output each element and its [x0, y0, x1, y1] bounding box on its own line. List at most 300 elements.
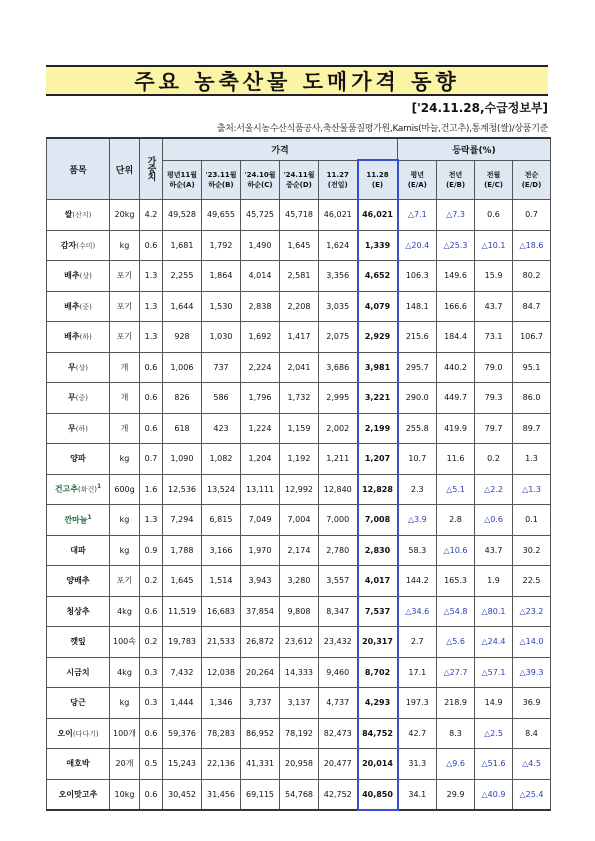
rate-cell: 0.7 [513, 200, 551, 231]
rate-cell: 8.3 [437, 718, 475, 749]
table-row [47, 779, 551, 810]
rate-cell: △39.3 [513, 657, 551, 688]
item-unit: 개 [110, 352, 140, 383]
item-weight: 0.2 [140, 627, 163, 658]
price-cell: 8,347 [319, 596, 358, 627]
price-cell: 2,838 [241, 291, 280, 322]
price-cell: 3,166 [202, 535, 241, 566]
item-name: 감자(수미) [47, 230, 110, 261]
price-cell: 7,294 [163, 505, 202, 536]
price-cell: 4,014 [241, 261, 280, 292]
item-weight: 0.9 [140, 535, 163, 566]
price-cell: 11,519 [163, 596, 202, 627]
rate-cell: 95.1 [513, 352, 551, 383]
rate-cell: 22.5 [513, 566, 551, 597]
rate-cell: △18.6 [513, 230, 551, 261]
item-weight: 0.6 [140, 596, 163, 627]
rate-cell: 144.2 [398, 566, 437, 597]
price-cell: 3,981 [358, 352, 398, 383]
rate-cell: 31.3 [398, 749, 437, 780]
price-cell: 22,136 [202, 749, 241, 780]
rate-cell: 0.6 [475, 200, 513, 231]
price-cell: 1,224 [241, 413, 280, 444]
rate-cell: △5.1 [437, 474, 475, 505]
item-unit: 4kg [110, 657, 140, 688]
price-cell: 7,004 [280, 505, 319, 536]
rate-cell: 148.1 [398, 291, 437, 322]
rate-cell: △57.1 [475, 657, 513, 688]
price-cell: 9,460 [319, 657, 358, 688]
rate-cell: △2.5 [475, 718, 513, 749]
price-cell: 1,211 [319, 444, 358, 475]
item-name: 당근 [47, 688, 110, 719]
table-row [47, 200, 551, 231]
rate-cell: 14.9 [475, 688, 513, 719]
item-weight: 0.3 [140, 657, 163, 688]
rate-cell: 1.3 [513, 444, 551, 475]
price-cell: 2,255 [163, 261, 202, 292]
rate-cell: 8.4 [513, 718, 551, 749]
price-cell: 20,317 [358, 627, 398, 658]
price-cell: 3,737 [241, 688, 280, 719]
rate-cell: 255.8 [398, 413, 437, 444]
price-cell: 31,456 [202, 779, 241, 810]
rate-cell: 0.1 [513, 505, 551, 536]
item-weight: 0.3 [140, 688, 163, 719]
price-cell: 12,992 [280, 474, 319, 505]
item-weight: 0.6 [140, 413, 163, 444]
item-unit: 포기 [110, 261, 140, 292]
rate-cell: 86.0 [513, 383, 551, 414]
price-cell: 20,264 [241, 657, 280, 688]
header-rate-col: 전순 (E/D) [513, 160, 551, 200]
price-cell: 9,808 [280, 596, 319, 627]
price-cell: 7,000 [319, 505, 358, 536]
item-unit: 개 [110, 383, 140, 414]
rate-cell: 36.9 [513, 688, 551, 719]
price-cell: 1,788 [163, 535, 202, 566]
rate-cell: 15.9 [475, 261, 513, 292]
price-cell: 1,006 [163, 352, 202, 383]
item-weight: 1.3 [140, 291, 163, 322]
item-name: 무(하) [47, 413, 110, 444]
rate-cell: 106.7 [513, 322, 551, 353]
header-price-col: 11.28 (E) [358, 160, 398, 200]
table-row [47, 627, 551, 658]
price-cell: 3,280 [280, 566, 319, 597]
price-cell: 1,692 [241, 322, 280, 353]
item-name: 오이맛고추 [47, 779, 110, 810]
item-unit: 20개 [110, 749, 140, 780]
title-bar [46, 65, 548, 96]
price-cell: 23,432 [319, 627, 358, 658]
rate-cell: △23.2 [513, 596, 551, 627]
header-unit: 단위 [110, 138, 140, 200]
table-row [47, 444, 551, 475]
rate-cell: △54.8 [437, 596, 475, 627]
price-cell: 2,929 [358, 322, 398, 353]
price-cell: 49,655 [202, 200, 241, 231]
rate-cell: △7.3 [437, 200, 475, 231]
rate-cell: 17.1 [398, 657, 437, 688]
price-cell: 2,830 [358, 535, 398, 566]
item-name: 건고추(화건)$^1$ [47, 474, 110, 505]
table-row [47, 383, 551, 414]
rate-cell: △0.6 [475, 505, 513, 536]
table-row [47, 596, 551, 627]
rate-cell: 43.7 [475, 291, 513, 322]
price-cell: 2,075 [319, 322, 358, 353]
table-row [47, 413, 551, 444]
price-cell: 1,732 [280, 383, 319, 414]
price-cell: 3,221 [358, 383, 398, 414]
item-unit: 100속 [110, 627, 140, 658]
item-unit: 포기 [110, 291, 140, 322]
rate-cell: 80.2 [513, 261, 551, 292]
item-weight: 0.7 [140, 444, 163, 475]
rate-cell: 440.2 [437, 352, 475, 383]
price-cell: 2,224 [241, 352, 280, 383]
price-cell: 3,557 [319, 566, 358, 597]
header-weight: 가중치 [140, 138, 163, 200]
price-cell: 1,346 [202, 688, 241, 719]
price-cell: 54,768 [280, 779, 319, 810]
page-title: 주요 농축산물 도매가격 동향 [134, 69, 460, 94]
price-cell: 40,850 [358, 779, 398, 810]
header-price-col: 평년11월 하순(A) [163, 160, 202, 200]
price-cell: 826 [163, 383, 202, 414]
item-name: 배추(중) [47, 291, 110, 322]
price-cell: 23,612 [280, 627, 319, 658]
price-cell: 30,452 [163, 779, 202, 810]
table-row [47, 718, 551, 749]
item-name: 오이(다다기) [47, 718, 110, 749]
rate-cell: 295.7 [398, 352, 437, 383]
price-cell: 1,645 [163, 566, 202, 597]
rate-cell: △4.5 [513, 749, 551, 780]
item-unit: 20kg [110, 200, 140, 231]
price-cell: 2,995 [319, 383, 358, 414]
price-cell: 86,952 [241, 718, 280, 749]
rate-cell: 166.6 [437, 291, 475, 322]
price-cell: 21,533 [202, 627, 241, 658]
header-price-group: 가격 [163, 138, 398, 160]
price-cell: 7,008 [358, 505, 398, 536]
price-cell: 20,477 [319, 749, 358, 780]
rate-cell: 215.6 [398, 322, 437, 353]
table-row [47, 749, 551, 780]
price-cell: 2,581 [280, 261, 319, 292]
source-note: 출처:서울시농수산식품공사,축산물품질평가원,Kamis(마늘,건고추),통계청(쌀)/상품기준 [216, 124, 548, 134]
price-cell: 1,490 [241, 230, 280, 261]
item-weight: 4.2 [140, 200, 163, 231]
header-item: 품목 [47, 138, 110, 200]
rate-cell: 2.8 [437, 505, 475, 536]
header-price-col: '24.11월 중순(D) [280, 160, 319, 200]
rate-cell: 73.1 [475, 322, 513, 353]
rate-cell: 30.2 [513, 535, 551, 566]
table-row [47, 535, 551, 566]
price-cell: 1,204 [241, 444, 280, 475]
price-cell: 1,090 [163, 444, 202, 475]
price-cell: 3,943 [241, 566, 280, 597]
price-cell: 82,473 [319, 718, 358, 749]
price-cell: 4,079 [358, 291, 398, 322]
price-cell: 7,049 [241, 505, 280, 536]
item-weight: 0.5 [140, 749, 163, 780]
price-cell: 78,283 [202, 718, 241, 749]
date-note: ['24.11.28,수급정보부] [411, 101, 548, 115]
rate-cell: 42.7 [398, 718, 437, 749]
price-cell: 2,199 [358, 413, 398, 444]
table-row [47, 474, 551, 505]
rate-cell: △80.1 [475, 596, 513, 627]
table-row [47, 352, 551, 383]
price-cell: 46,021 [319, 200, 358, 231]
rate-cell: 149.6 [437, 261, 475, 292]
price-cell: 928 [163, 322, 202, 353]
rate-cell: 34.1 [398, 779, 437, 810]
rate-cell: 79.7 [475, 413, 513, 444]
price-cell: 59,376 [163, 718, 202, 749]
rate-cell: 84.7 [513, 291, 551, 322]
item-name: 쌀(산지) [47, 200, 110, 231]
rate-cell: 10.7 [398, 444, 437, 475]
table-row [47, 261, 551, 292]
item-name: 청상추 [47, 596, 110, 627]
item-unit: 개 [110, 413, 140, 444]
table-row [47, 688, 551, 719]
rate-cell: 2.3 [398, 474, 437, 505]
price-cell: 2,002 [319, 413, 358, 444]
rate-cell: △1.3 [513, 474, 551, 505]
rate-cell: △14.0 [513, 627, 551, 658]
item-weight: 1.3 [140, 261, 163, 292]
price-cell: 12,840 [319, 474, 358, 505]
item-name: 깐마늘$^1$ [47, 505, 110, 536]
price-cell: 19,783 [163, 627, 202, 658]
item-weight: 1.3 [140, 322, 163, 353]
price-cell: 1,417 [280, 322, 319, 353]
rate-cell: △40.9 [475, 779, 513, 810]
price-cell: 84,752 [358, 718, 398, 749]
price-cell: 1,624 [319, 230, 358, 261]
item-weight: 0.6 [140, 383, 163, 414]
price-cell: 4,737 [319, 688, 358, 719]
item-unit: kg [110, 230, 140, 261]
price-cell: 1,207 [358, 444, 398, 475]
rate-cell: 43.7 [475, 535, 513, 566]
item-unit: 포기 [110, 322, 140, 353]
price-cell: 12,536 [163, 474, 202, 505]
price-cell: 4,652 [358, 261, 398, 292]
rate-cell: △10.6 [437, 535, 475, 566]
item-weight: 0.6 [140, 352, 163, 383]
rate-cell: 419.9 [437, 413, 475, 444]
item-name: 애호박 [47, 749, 110, 780]
price-cell: 26,872 [241, 627, 280, 658]
price-table [46, 137, 551, 811]
price-cell: 3,356 [319, 261, 358, 292]
price-cell: 1,030 [202, 322, 241, 353]
price-cell: 1,339 [358, 230, 398, 261]
price-cell: 8,702 [358, 657, 398, 688]
price-cell: 12,038 [202, 657, 241, 688]
price-cell: 7,537 [358, 596, 398, 627]
price-cell: 4,293 [358, 688, 398, 719]
item-name: 무(상) [47, 352, 110, 383]
rate-cell: 2.7 [398, 627, 437, 658]
price-cell: 6,815 [202, 505, 241, 536]
price-cell: 1,970 [241, 535, 280, 566]
price-cell: 1,792 [202, 230, 241, 261]
price-cell: 1,514 [202, 566, 241, 597]
price-cell: 1,192 [280, 444, 319, 475]
price-cell: 737 [202, 352, 241, 383]
header-rate-col: 전월 (E/C) [475, 160, 513, 200]
price-cell: 1,681 [163, 230, 202, 261]
table-row [47, 657, 551, 688]
rate-cell: △20.4 [398, 230, 437, 261]
rate-cell: △3.9 [398, 505, 437, 536]
table-row [47, 322, 551, 353]
price-cell: 1,082 [202, 444, 241, 475]
rate-cell: △25.4 [513, 779, 551, 810]
table-row [47, 291, 551, 322]
price-cell: 586 [202, 383, 241, 414]
rate-cell: △34.6 [398, 596, 437, 627]
price-cell: 37,854 [241, 596, 280, 627]
item-unit: 10kg [110, 779, 140, 810]
price-cell: 423 [202, 413, 241, 444]
rate-cell: △27.7 [437, 657, 475, 688]
price-cell: 2,208 [280, 291, 319, 322]
rate-cell: 0.2 [475, 444, 513, 475]
price-cell: 42,752 [319, 779, 358, 810]
price-cell: 1,444 [163, 688, 202, 719]
item-weight: 1.3 [140, 505, 163, 536]
item-weight: 0.6 [140, 718, 163, 749]
rate-cell: 29.9 [437, 779, 475, 810]
rate-cell: △7.1 [398, 200, 437, 231]
rate-cell: 106.3 [398, 261, 437, 292]
price-cell: 49,528 [163, 200, 202, 231]
item-unit: 600g [110, 474, 140, 505]
price-cell: 1,644 [163, 291, 202, 322]
item-name: 배추(상) [47, 261, 110, 292]
item-unit: 포기 [110, 566, 140, 597]
rate-cell: △24.4 [475, 627, 513, 658]
header-rate-col: 평년 (E/A) [398, 160, 437, 200]
price-cell: 1,796 [241, 383, 280, 414]
item-weight: 1.6 [140, 474, 163, 505]
price-cell: 20,014 [358, 749, 398, 780]
header-rate-group: 등락률(%) [398, 138, 551, 160]
price-cell: 4,017 [358, 566, 398, 597]
price-cell: 41,331 [241, 749, 280, 780]
price-cell: 1,530 [202, 291, 241, 322]
price-cell: 14,333 [280, 657, 319, 688]
item-weight: 0.2 [140, 566, 163, 597]
rate-cell: 449.7 [437, 383, 475, 414]
item-unit: kg [110, 688, 140, 719]
rate-cell: △5.6 [437, 627, 475, 658]
item-name: 대파 [47, 535, 110, 566]
price-cell: 13,111 [241, 474, 280, 505]
rate-cell: 197.3 [398, 688, 437, 719]
price-cell: 3,035 [319, 291, 358, 322]
table-row [47, 566, 551, 597]
price-cell: 3,686 [319, 352, 358, 383]
rate-cell: 165.3 [437, 566, 475, 597]
item-name: 양배추 [47, 566, 110, 597]
header-price-col: '23.11월 하순(B) [202, 160, 241, 200]
price-cell: 20,958 [280, 749, 319, 780]
header-price-col: '24.10월 하순(C) [241, 160, 280, 200]
item-unit: kg [110, 444, 140, 475]
header-price-col: 11.27 (전일) [319, 160, 358, 200]
item-unit: kg [110, 505, 140, 536]
item-name: 양파 [47, 444, 110, 475]
price-cell: 2,174 [280, 535, 319, 566]
rate-cell: 79.0 [475, 352, 513, 383]
price-cell: 45,718 [280, 200, 319, 231]
item-weight: 0.6 [140, 230, 163, 261]
price-cell: 16,683 [202, 596, 241, 627]
rate-cell: 79.3 [475, 383, 513, 414]
price-cell: 1,864 [202, 261, 241, 292]
table-row [47, 505, 551, 536]
price-cell: 2,041 [280, 352, 319, 383]
item-unit: 4kg [110, 596, 140, 627]
price-cell: 78,192 [280, 718, 319, 749]
item-name: 시금치 [47, 657, 110, 688]
price-cell: 7,432 [163, 657, 202, 688]
price-cell: 69,115 [241, 779, 280, 810]
header-rate-col: 전년 (E/B) [437, 160, 475, 200]
rate-cell: △9.6 [437, 749, 475, 780]
rate-cell: 1.9 [475, 566, 513, 597]
rate-cell: 290.0 [398, 383, 437, 414]
item-name: 배추(하) [47, 322, 110, 353]
rate-cell: △2.2 [475, 474, 513, 505]
item-name: 무(중) [47, 383, 110, 414]
price-cell: 618 [163, 413, 202, 444]
price-cell: 1,159 [280, 413, 319, 444]
table-row [47, 230, 551, 261]
price-cell: 45,725 [241, 200, 280, 231]
item-unit: 100개 [110, 718, 140, 749]
price-cell: 46,021 [358, 200, 398, 231]
price-cell: 13,524 [202, 474, 241, 505]
price-cell: 15,243 [163, 749, 202, 780]
rate-cell: △25.3 [437, 230, 475, 261]
rate-cell: 58.3 [398, 535, 437, 566]
rate-cell: 11.6 [437, 444, 475, 475]
price-cell: 12,828 [358, 474, 398, 505]
rate-cell: 184.4 [437, 322, 475, 353]
rate-cell: △10.1 [475, 230, 513, 261]
rate-cell: △51.6 [475, 749, 513, 780]
rate-cell: 89.7 [513, 413, 551, 444]
item-name: 깻잎 [47, 627, 110, 658]
item-weight: 0.6 [140, 779, 163, 810]
price-cell: 1,645 [280, 230, 319, 261]
item-unit: kg [110, 535, 140, 566]
price-cell: 2,780 [319, 535, 358, 566]
rate-cell: 218.9 [437, 688, 475, 719]
price-cell: 3,137 [280, 688, 319, 719]
